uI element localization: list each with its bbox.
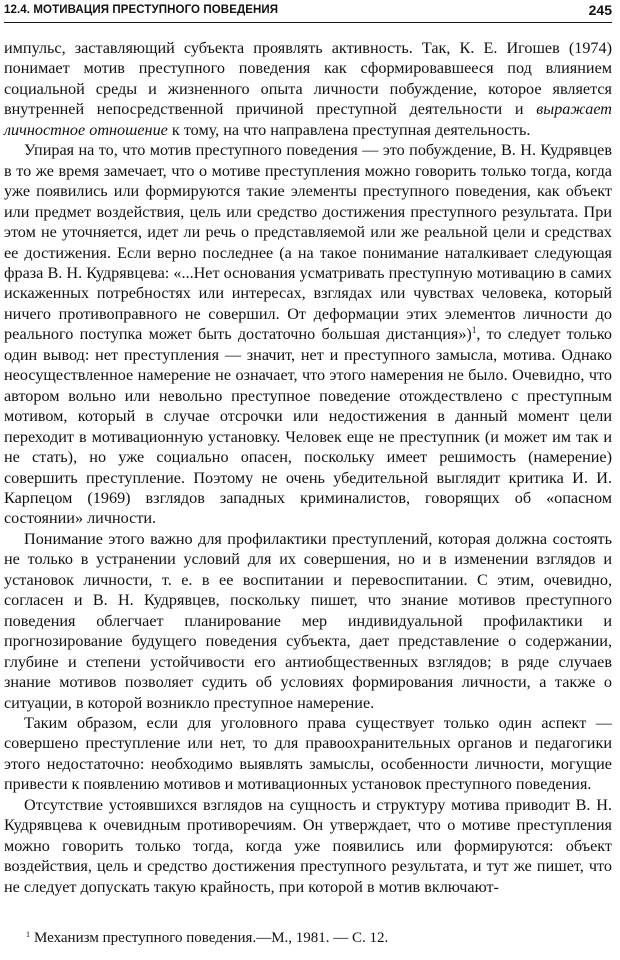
running-head: 12.4. МОТИВАЦИЯ ПРЕСТУПНОГО ПОВЕДЕНИЯ [4,4,279,16]
body-text [4,38,612,897]
paragraph-text: к тому, на что направлена преступная деятельность. [167,120,531,139]
footnote-reference: 1 [471,325,477,336]
page-header [4,2,612,23]
paragraph-text: Отсутствие устоявшихся взглядов на сущность и структуру мотива приводит В. Н. Кудрявцева к очевидным противоречиям. Он утверждает, что о мотиве преступления можно говорить только тогда, когда уже появились или формируются: объект воздействия, цель и средство достижения преступного результата, и тут же пишет, что не следует допускать такую крайность, при которой в мотив включают- [4,795,612,896]
paragraph [4,140,612,529]
footnote-marker: 1 [26,930,30,939]
page-number: 245 [588,2,612,18]
paragraph [4,38,612,140]
paragraph-text: Таким образом, если для уголовного права существует только один аспект — совершено преступление или нет, то для правоохранительных органов и педагогики этого недостаточно: необходимо выявлять замыслы, особенности личности, могущие привести к появлению мотивов и мотивационных установок преступного поведения. [4,713,612,794]
emphasis-text: выражает личностное отношение [4,100,612,139]
footnote [26,930,612,947]
paragraph-text: Понимание этого важно для профилактики преступлений, которая должна состоять не только в устранении условий для их совершения, но и в изменении взглядов и установок личности, т. е. в ее воспитании и перевоспитании. С этим, очевидно, согласен и В. Н. Кудрявцев, поскольку пишет, что знание мотивов преступного поведения облегчает планирование мер индивидуальной профилактики и прогнозирование будущего поведения субъекта, дает представление о содержании, глубине и степени устойчивости его антиобщественных взглядов; в ряде случаев знание мотивов позволяет судить об условиях формирования личности, а также о ситуации, в которой возникло преступное намерение. [4,529,612,712]
paragraph-text: Упирая на то, что мотив преступного поведения — это побуждение, В. Н. Кудрявцев в то же время замечает, что о мотиве преступления можно говорить только тогда, когда уже появились или формируются такие элементы преступного поведения, как объект или предмет воздействия, цель или средство достижения преступного результата. При этом не уточняется, идет ли речь о представляемой или же реальной цели и средствах ее достижения. Если верно последнее (а на такое понимание наталкивает следующая фраза В. Н. Кудрявцева: «...Нет основания усматривать преступную мотивацию в самих искаженных потребностях или интересах, взглядах или чувствах человека, который ничего противоправного не совершил. От деформации этих элементов личности до реального поступка может быть достаточно большая дистанция») [4,141,612,344]
footnote-text: Механизм преступного поведения.—М., 1981. — С. 12. [34,930,389,946]
paragraph-text: , то следует только один вывод: нет преступления — значит, нет и преступного замысла, мотива. Однако неосуществленное намерение не означает, что этого намерения не было. Очевидно, что автором вольно или невольно преступное поведение отождествлено с преступным мотивом, который в случае отсрочки или недостижения в данный момент цели переходит в мотивационную установку. Человек еще не преступник (и может им так и не стать), но уже социально опасен, поскольку имеет решимость (намерение) совершить преступление. Поэтому не очень убедительной выглядит критика И. И. Карпецом (1969) взглядов западных криминалистов, говорящих об «опасном состоянии» личности. [4,325,612,528]
paragraph [4,713,612,795]
paragraph [4,795,612,897]
paragraph [4,529,612,713]
paragraph-text: импульс, заставляющий субъекта проявлять активность. Так, К. Е. Игошев (1974) понимает мотив преступного поведения как сформировавшееся под влиянием социальной среды и жизненного опыта личности побуждение, которое является внутренней непосредственной причиной преступной деятельности и [4,39,612,119]
